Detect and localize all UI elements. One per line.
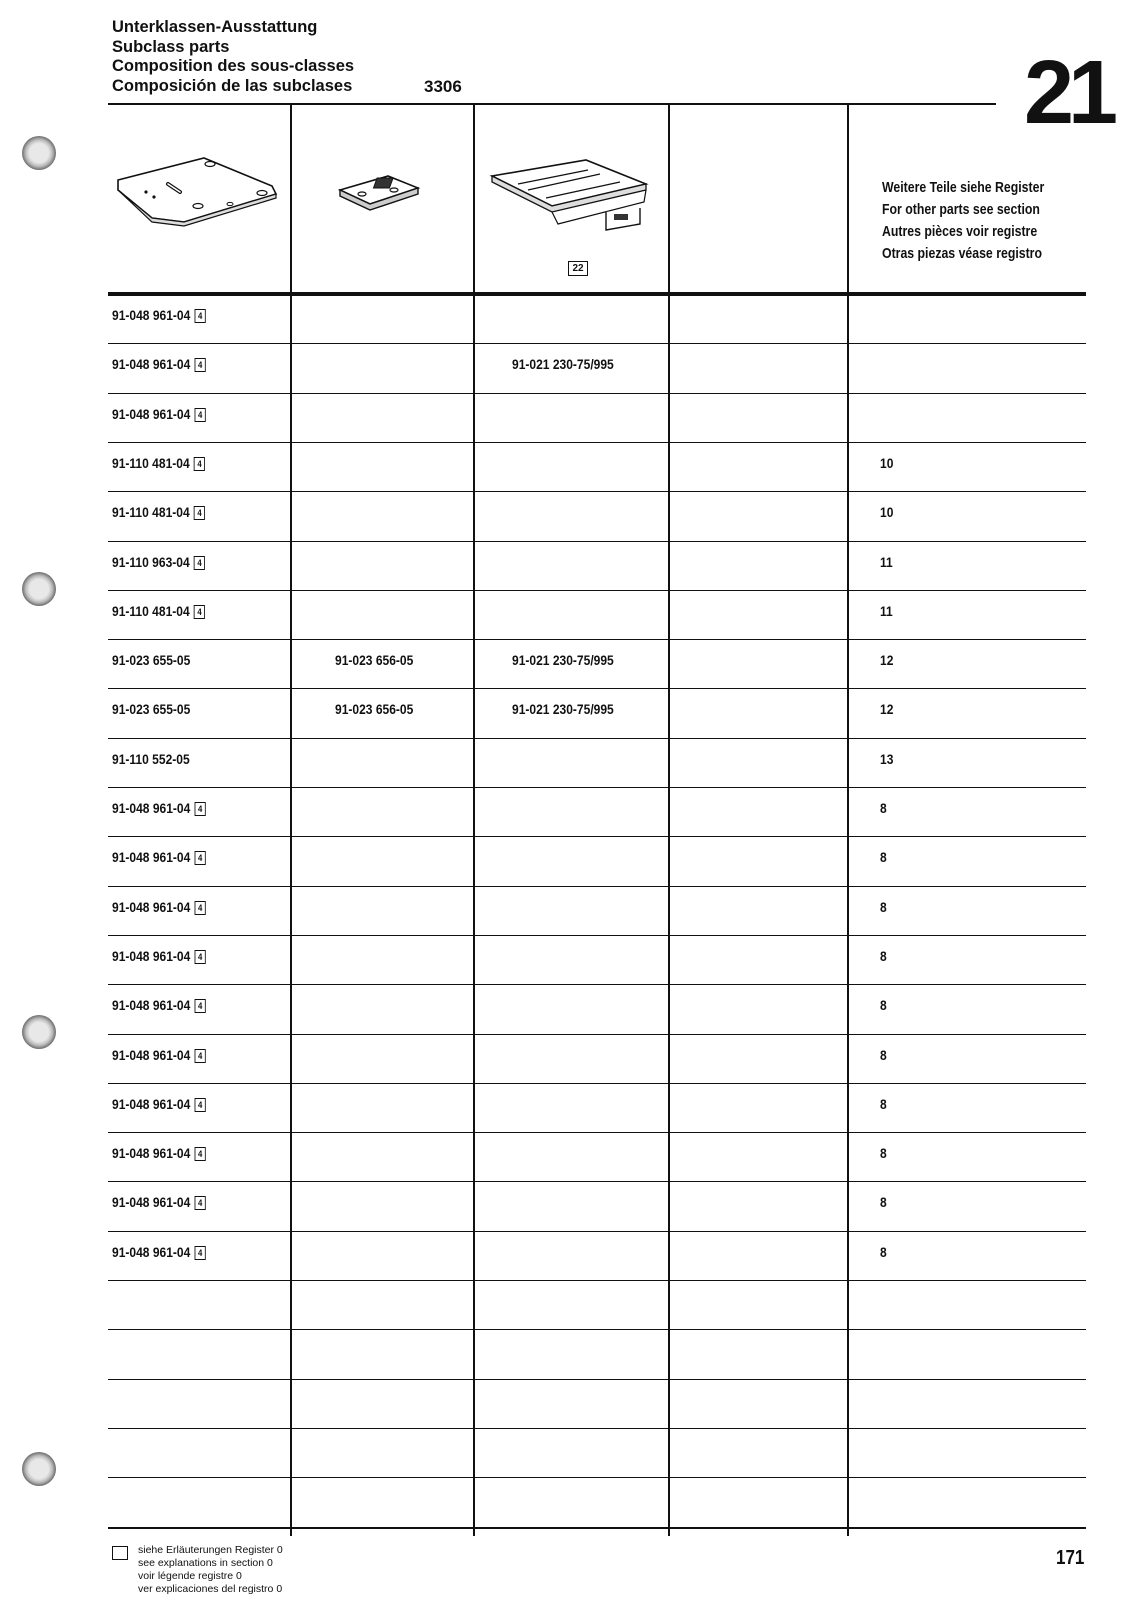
legend-line: voir légende registre 0 [138,1570,242,1582]
row-rule [108,738,1086,739]
table-cell-c1 [112,307,206,323]
note-line: Autres pièces voir registre [882,223,1038,240]
table-cell-c1 [112,1145,206,1161]
throat-plate-illustration [112,150,284,230]
row-rule [108,1428,1086,1429]
row-rule [108,984,1086,985]
table-cell-c1 [112,356,206,372]
title-french: Composition des sous-classes [112,57,355,75]
table-cell-c3 [512,356,614,372]
table-cell-c1 [112,455,205,471]
table-cell-c2 [335,701,413,717]
table-cell-c1 [112,1096,206,1112]
row-rule [108,1181,1086,1182]
reference-box: 4 [195,1196,206,1210]
table-cell-c5 [880,751,893,767]
punch-hole [22,1015,56,1049]
table-cell-c1 [112,948,206,964]
cell-text: 12 [880,652,894,668]
cell-text: 91-021 230-75/995 [512,652,614,668]
row-rule [108,1280,1086,1281]
reference-box: 4 [194,556,205,570]
table-cell-c5 [880,554,893,570]
row-rule [108,1231,1086,1232]
note-line: For other parts see section [882,201,1040,218]
cell-text: 91-023 655-05 [112,652,191,668]
cell-text: 8 [880,849,887,865]
cell-text: 91-048 961-04 [112,1194,191,1210]
reference-box: 4 [195,950,206,964]
row-rule [108,491,1086,492]
reference-box: 4 [195,358,206,372]
table-cell-c1 [112,751,190,767]
cell-text: 11 [880,603,893,619]
table-bottom-rule [108,1527,1086,1529]
row-rule [108,541,1086,542]
subclass-number: 3306 [424,77,462,96]
row-rule [108,1477,1086,1478]
legend-symbol-box [112,1546,128,1560]
table-cell-c5 [880,1194,887,1210]
header-rule [108,292,1086,296]
table-cell-c1 [112,800,206,816]
table-cell-c1 [112,603,205,619]
cell-text: 91-048 961-04 [112,1145,191,1161]
cell-text: 8 [880,1194,887,1210]
table-cell-c5 [880,948,887,964]
cell-text: 10 [880,504,894,520]
column-divider [847,105,849,1536]
reference-box: 4 [194,605,205,619]
row-rule [108,935,1086,936]
table-cell-c5 [880,1096,887,1112]
row-rule [108,787,1086,788]
row-rule [108,442,1086,443]
cell-text: 91-048 961-04 [112,1244,191,1260]
row-rule [108,1034,1086,1035]
row-rule [108,393,1086,394]
cell-text: 91-048 961-04 [112,849,191,865]
row-rule [108,1083,1086,1084]
cell-text: 91-048 961-04 [112,307,191,323]
cell-text: 8 [880,800,887,816]
cell-text: 91-048 961-04 [112,800,191,816]
punch-hole [22,136,56,170]
reference-box: 4 [194,457,205,471]
table-cell-c5 [880,652,893,668]
cell-text: 8 [880,1096,887,1112]
reference-box: 4 [195,1098,206,1112]
feed-dog-illustration [336,170,426,214]
row-rule [108,886,1086,887]
cell-text: 8 [880,948,887,964]
table-cell-c1 [112,1194,206,1210]
table-cell-c5 [880,1047,887,1063]
cell-text: 8 [880,1244,887,1260]
cell-text: 11 [880,554,893,570]
note-line: Otras piezas véase registro [882,245,1042,262]
column-divider [668,105,670,1536]
reference-box: 4 [195,1049,206,1063]
cell-text: 91-048 961-04 [112,997,191,1013]
row-rule [108,1379,1086,1380]
cell-text: 91-048 961-04 [112,1047,191,1063]
cell-text: 12 [880,701,894,717]
cell-text: 91-110 481-04 [112,504,190,520]
cell-text: 91-021 230-75/995 [512,356,614,372]
cell-text: 91-048 961-04 [112,948,191,964]
table-cell-c5 [880,1145,887,1161]
table-cell-c1 [112,701,190,717]
reference-box: 4 [194,506,205,520]
cover-plate-illustration [488,154,658,246]
table-cell-c1 [112,504,205,520]
legend-line: ver explicaciones del registro 0 [138,1583,283,1595]
title-block [112,18,354,96]
table-cell-c5 [880,800,887,816]
reference-box: 4 [195,901,206,915]
table-cell-c3 [512,701,614,717]
section-reference-box: 22 [568,261,588,276]
table-cell-c1 [112,899,206,915]
table-cell-c2 [335,652,413,668]
other-parts-note [882,177,1080,265]
table-cell-c5 [880,455,893,471]
table-cell-c1 [112,997,206,1013]
cell-text: 91-023 656-05 [335,701,414,717]
title-spanish: Composición de las subclases [112,76,353,95]
table-cell-c5 [880,997,887,1013]
table-cell-c1 [112,1047,206,1063]
cell-text: 10 [880,455,894,471]
page-number: 171 [1056,1547,1085,1569]
cell-text: 91-110 481-04 [112,455,190,471]
legend-line: siehe Erläuterungen Register 0 [138,1544,283,1556]
cell-text: 91-110 552-05 [112,751,190,767]
cell-text: 91-110 963-04 [112,554,190,570]
cell-text: 91-048 961-04 [112,899,191,915]
reference-box: 4 [195,309,206,323]
table-cell-c1 [112,652,190,668]
legend [138,1544,283,1596]
table-cell-c3 [512,652,614,668]
table-cell-c5 [880,603,893,619]
legend-line: see explanations in section 0 [138,1557,273,1569]
row-rule [108,836,1086,837]
row-rule [108,343,1086,344]
column-divider [290,105,292,1536]
reference-box: 4 [195,851,206,865]
table-cell-c5 [880,899,887,915]
reference-box: 4 [195,1147,206,1161]
table-cell-c1 [112,849,206,865]
row-rule [108,639,1086,640]
cell-text: 91-048 961-04 [112,1096,191,1112]
note-line: Weitere Teile siehe Register [882,179,1045,196]
punch-hole [22,1452,56,1486]
table-cell-c1 [112,1244,206,1260]
row-rule [108,688,1086,689]
reference-box: 4 [195,408,206,422]
title-rule [108,103,996,105]
table-cell-c1 [112,406,206,422]
reference-box: 4 [195,802,206,816]
table-cell-c5 [880,504,893,520]
title-english: Subclass parts [112,37,230,56]
cell-text: 8 [880,899,887,915]
table-cell-c5 [880,1244,887,1260]
row-rule [108,590,1086,591]
cell-text: 8 [880,1047,887,1063]
row-rule [108,1329,1086,1330]
section-number: 21 [1024,43,1113,143]
row-rule [108,1132,1086,1133]
table-cell-c5 [880,849,887,865]
table-cell-c5 [880,701,893,717]
cell-text: 91-110 481-04 [112,603,190,619]
cell-text: 91-023 655-05 [112,701,191,717]
cell-text: 91-048 961-04 [112,356,191,372]
cell-text: 8 [880,1145,887,1161]
cell-text: 91-048 961-04 [112,406,191,422]
punch-hole [22,572,56,606]
cell-text: 13 [880,751,894,767]
cell-text: 91-023 656-05 [335,652,414,668]
cell-text: 8 [880,997,887,1013]
column-divider [473,105,475,1536]
reference-box: 4 [195,1246,206,1260]
cell-text: 91-021 230-75/995 [512,701,614,717]
table-cell-c1 [112,554,205,570]
title-german: Unterklassen-Ausstattung [112,18,318,36]
reference-box: 4 [195,999,206,1013]
